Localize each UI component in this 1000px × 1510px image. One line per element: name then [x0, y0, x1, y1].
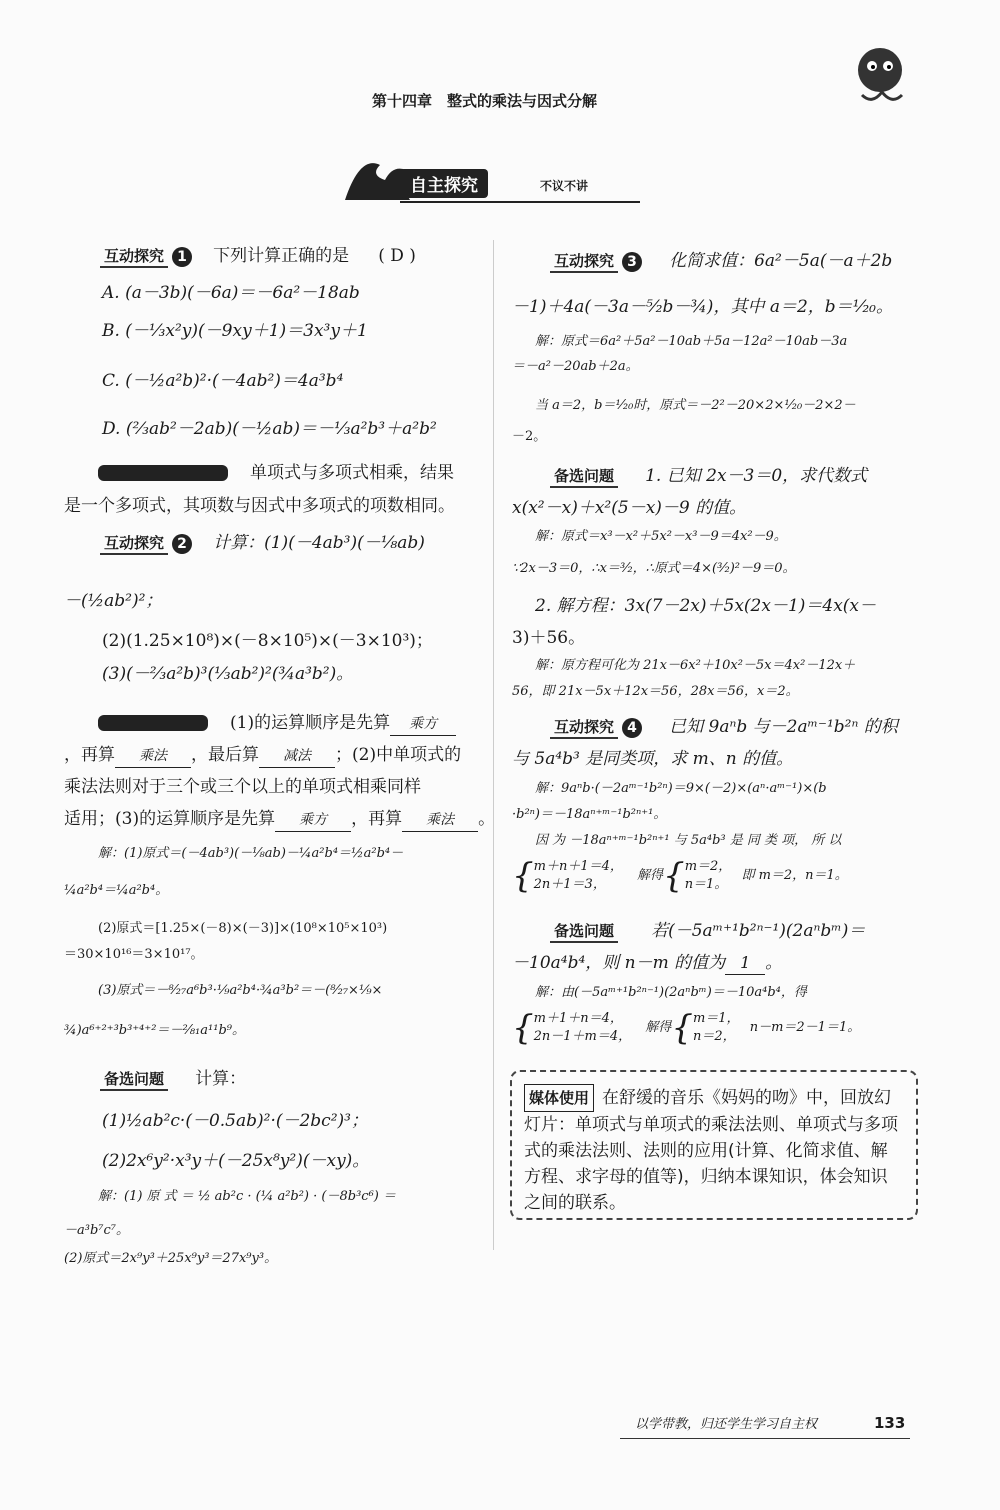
q5-tag: 备选问题	[550, 465, 618, 488]
q4-tag: 互动探究 3	[550, 250, 642, 273]
column-divider	[493, 240, 494, 1250]
tip1-line2: 是一个多项式，其项数与因式中多项式的项数相同。	[64, 496, 455, 516]
q7-block	[550, 920, 865, 943]
q7-solution-1: 解：由(－5aᵐ⁺¹b²ⁿ⁻¹)(2aⁿbᵐ)＝－10a⁴b⁴，得	[535, 985, 807, 1000]
q4-prompt: 化简求值：6a²－5a(－a＋2b	[669, 251, 893, 271]
q2-part2: (2)(1.25×10⁸)×(－8×10⁵)×(－3×10³)；	[102, 631, 433, 651]
q7-tag: 备选问题	[550, 920, 618, 943]
section-banner	[340, 155, 640, 205]
q2-solution-1: 解：(1)原式＝(－4ab³)(－⅛ab)－¼a²b⁴＝½a²b⁴－	[98, 846, 404, 861]
q1-option-a: A. (a－3b)(－6a)＝－6a²－18ab	[102, 283, 360, 303]
q7-prompt: 若(－5aᵐ⁺¹b²ⁿ⁻¹)(2aⁿbᵐ)＝	[651, 921, 866, 941]
q7-system: {m＋1＋n＝4， 2n－1＋m＝4， 解得{m＝1， n＝2， n－m＝2－1＝1。	[512, 1008, 861, 1048]
q6-solution-1b: ·b²ⁿ)＝－18aⁿ⁺ᵐ⁻¹b²ⁿ⁺¹。	[512, 807, 667, 822]
q1-tag: 互动探究 1	[100, 245, 192, 268]
q4-part1b: －1)＋4a(－3a－⁵⁄₂b－¾)，其中 a＝2，b＝¹⁄₂₀。	[512, 297, 893, 317]
q3-solution-2: (2)原式＝2x⁹y³＋25x⁹y³＝27x⁹y³。	[64, 1251, 278, 1266]
q2-solution-2b: ＝30×10¹⁶＝3×10¹⁷。	[64, 947, 204, 962]
tip2-line3: 乘法法则对于三个或三个以上的单项式相乘同样	[64, 777, 421, 797]
media-usage-box	[510, 1070, 918, 1220]
q3-block	[100, 1068, 246, 1091]
chapter-title: 第十四章 整式的乘法与因式分解	[372, 92, 598, 110]
q5-solution-1b: ∵2x－3＝0，∴x＝³⁄₂，∴原式＝4×(³⁄₂)²－9＝0。	[512, 561, 796, 576]
q6-prompt: 已知 9aⁿb 与－2aᵐ⁻¹b²ⁿ 的积	[669, 717, 898, 737]
page-number: 133	[874, 1414, 906, 1432]
footer-slogan: 以学带教，归还学生学习自主权	[635, 1417, 818, 1432]
q7-part1b: －10a⁴b⁴，则 n－m 的值为 1 。	[512, 953, 783, 973]
q6-solution-2: 因 为 －18aⁿ⁺ᵐ⁻¹b²ⁿ⁺¹ 与 5a⁴b³ 是 同 类 项， 所 以	[535, 833, 842, 848]
q5-part2b: 3)＋56。	[512, 628, 586, 648]
footer-rule	[620, 1438, 910, 1439]
media-usage-label: 媒体使用	[524, 1084, 594, 1112]
q1-block	[100, 245, 416, 268]
q5-solution-1: 解：原式＝x³－x²＋5x²－x³－9＝4x²－9。	[535, 529, 787, 544]
q1-option-c: C. (－½a²b)²·(－4ab²)＝4a³b⁴	[102, 371, 344, 391]
tip2-marker	[98, 715, 208, 731]
q4-solution-2: 当 a＝2，b＝¹⁄₂₀时，原式＝－2²－20×2×¹⁄₂₀－2×2－	[535, 398, 856, 413]
q2-part1b: －(½ab²)²；	[64, 591, 163, 611]
q2-tag: 互动探究 2	[100, 532, 192, 555]
q1-answer: ( D )	[378, 246, 416, 266]
tip1-marker	[98, 465, 228, 481]
q3-solution-1: 解：(1) 原 式 ＝ ½ ab²c · (¼ a²b²) · (－8b³c⁶) ＝	[98, 1189, 396, 1204]
q1-prompt: 下列计算正确的是	[213, 246, 350, 266]
q1-option-b: B. (－⅓x²y)(－9xy＋1)＝3x³y＋1	[102, 321, 368, 341]
media-usage-text: 在舒缓的音乐《妈妈的吻》中，回放幻灯片：单项式与单项式的乘法法则、单项式与多项式的乘法法则、法则的应用(计算、化简求值、解方程、求字母的值等)，归纳本课知识，体会知识之间的联系。	[524, 1088, 898, 1213]
q5-part1: 1. 已知 2x－3＝0，求代数式	[645, 466, 868, 486]
q5-solution-2: 解：原方程可化为 21x－6x²＋10x²－5x＝4x²－12x＋	[535, 658, 856, 673]
q4-solution-2b: －2。	[512, 429, 547, 444]
q6-tag: 互动探究 4	[550, 716, 642, 739]
q5-part2: 2. 解方程：3x(7－2x)＋5x(2x－1)＝4x(x－	[535, 596, 877, 616]
tip2-line4: 适用；(3)的运算顺序是先算 乘方 ，再算 乘法 。	[64, 808, 495, 832]
q2-prompt: 计算：(1)(－4ab³)(－⅛ab)	[213, 533, 425, 553]
q6-system: {m＋n＋1＝4， 2n＋1＝3， 解得{m＝2， n＝1。 即 m＝2，n＝1。	[512, 856, 848, 896]
q2-block	[100, 532, 425, 555]
section-note: 不议不讲	[540, 179, 589, 193]
q3-solution-1b: －a³b⁷c⁷。	[64, 1223, 129, 1238]
q3-part1: (1)½ab²c·(－0.5ab)²·(－2bc²)³；	[102, 1111, 368, 1131]
q5-part1b: x(x²－x)＋x²(5－x)－9 的值。	[512, 498, 747, 518]
q3-part2: (2)2x⁶y²·x³y＋(－25x⁸y²)(－xy)。	[102, 1151, 370, 1171]
q4-block	[550, 250, 892, 273]
q6-part1b: 与 5a⁴b³ 是同类项，求 m、n 的值。	[512, 749, 794, 769]
q6-block	[550, 716, 898, 739]
q3-tag: 备选问题	[100, 1068, 168, 1091]
q2-solution-2: (2)原式＝[1.25×(－8)×(－3)]×(10⁸×10⁵×10³)	[98, 921, 388, 936]
q1-option-d: D. (⅔ab²－2ab)(－½ab)＝－⅓a²b³＋a²b²	[102, 419, 437, 439]
q4-solution-1: 解：原式＝6a²＋5a²－10ab＋5a－12a²－10ab－3a	[535, 334, 848, 349]
q5-solution-2b: 56，即 21x－5x＋12x＝56，28x＝56，x＝2。	[512, 684, 799, 699]
q2-solution-3b: ¾)a⁶⁺²⁺³b³⁺⁴⁺²＝－²⁄₈₁a¹¹b⁹。	[64, 1023, 245, 1038]
q6-solution-1: 解：9aⁿb·(－2aᵐ⁻¹b²ⁿ)＝9×(－2)×(aⁿ·aᵐ⁻¹)×(b	[535, 781, 827, 796]
tip2-line2: ，再算 乘法 ，最后算 减法 ；(2)中单项式的	[64, 744, 461, 768]
q4-solution-1b: ＝－a²－20ab＋2a。	[512, 359, 639, 374]
q2-part3: (3)(－⅔a²b)³(⅓ab²)²(¾a³b²)。	[102, 664, 354, 684]
tip1-line1: 单项式与多项式相乘，结果	[250, 463, 454, 483]
q3-prompt: 计算：	[195, 1069, 247, 1089]
tip2-line1: (1)的运算顺序是先算 乘方	[230, 712, 456, 736]
mascot-icon	[842, 40, 912, 110]
q2-solution-3: (3)原式＝－⁸⁄₂₇a⁶b³·⅑a²b⁴·¾a³b²＝－(⁸⁄₂₇×⅑×	[98, 983, 383, 998]
section-label: 自主探究	[400, 169, 488, 198]
q5-block	[550, 465, 867, 488]
q2-solution-1b: ¼a²b⁴＝¼a²b⁴。	[64, 883, 169, 898]
